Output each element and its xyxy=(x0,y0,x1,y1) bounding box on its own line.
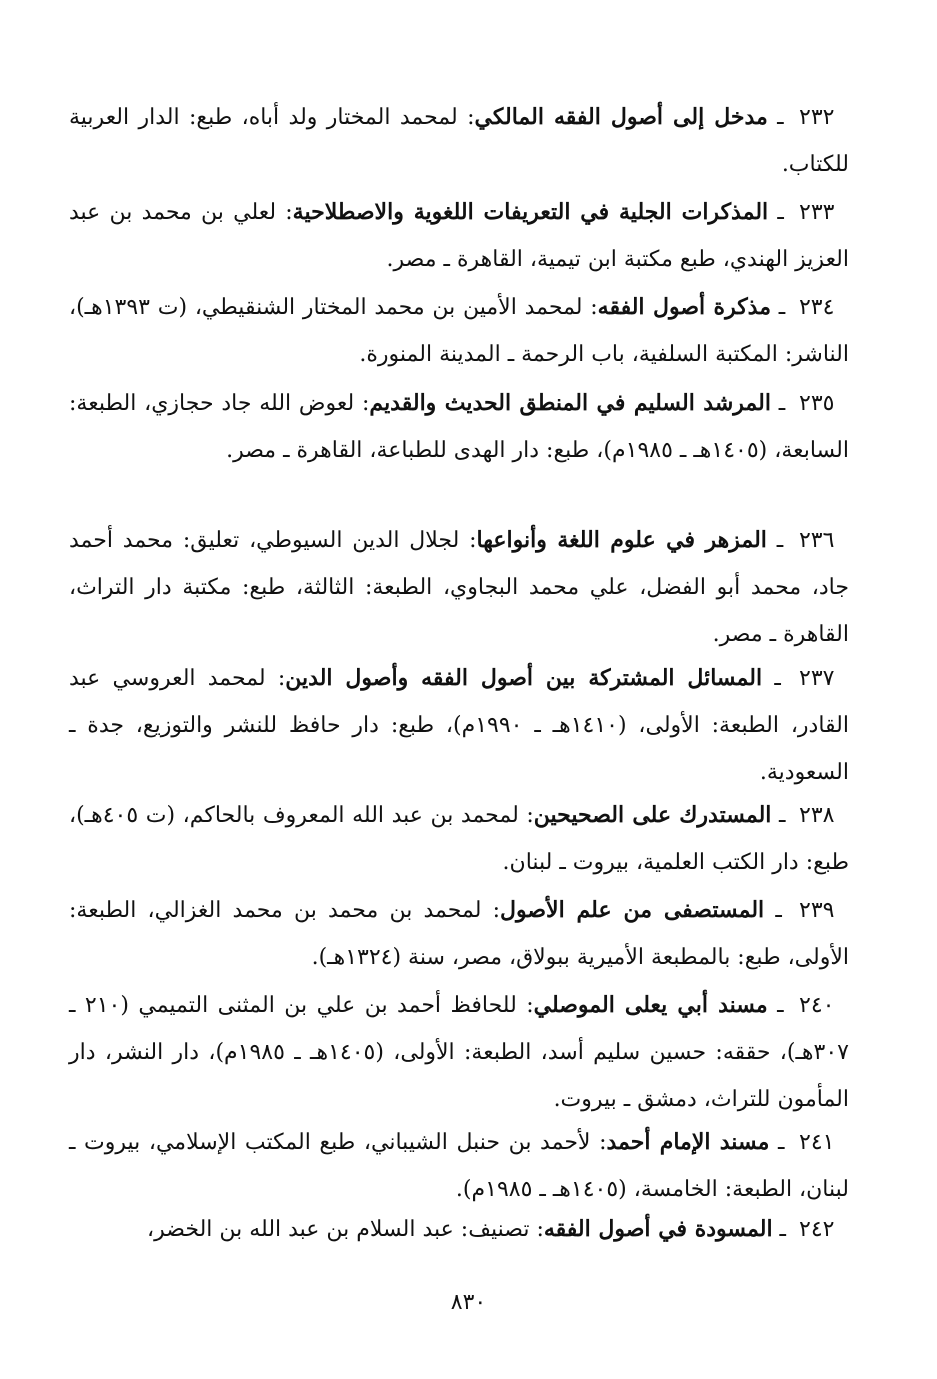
entry-title: المستدرك على الصحيحين xyxy=(533,802,772,828)
entry-text: : لمحمد بن عبد الله المعروف بالحاكم، (ت ٤٠٥هـ)، طبع: دار الكتب العلمية، بيروت ـ لبنان. xyxy=(69,803,849,875)
entry-text: : للحافظ أحمد بن علي بن المثنى التميمي (٢١٠ ـ ٣٠٧هـ)، حققه: حسين سليم أسد، الطبعة: الأولى، (١٤٠٥هـ ـ ١٩٨٥م)، دار النشر، دار المأمون للتراث، دمشق ـ بيروت. xyxy=(69,993,849,1112)
entry-separator: ـ xyxy=(772,1217,793,1242)
entry-number: ٢٣٥ xyxy=(799,391,835,416)
bibliography-entry-235 xyxy=(69,380,849,474)
entry-title: المرشد السليم في المنطق الحديث والقديم xyxy=(369,390,771,416)
entry-text: : لعوض الله جاد حجازي، الطبعة: السابعة، (١٤٠٥هـ ـ ١٩٨٥م)، طبع: دار الهدى للطباعة، القاهرة ـ مصر. xyxy=(69,391,849,463)
bibliography-entry-233 xyxy=(69,189,849,283)
entry-separator: ـ xyxy=(762,666,794,691)
bibliography-entry-232 xyxy=(69,94,849,188)
entry-title: مذكرة أصول الفقه xyxy=(597,294,772,320)
entry-text: : لمحمد العروسي عبد القادر، الطبعة: الأولى، (١٤١٠هـ ـ ١٩٩٠م)، طبع: دار حافظ للنشر والتوزيع، جدة ـ السعودية. xyxy=(69,666,849,785)
entry-separator: ـ xyxy=(767,105,793,130)
bibliography-entry-240 xyxy=(69,982,849,1123)
bibliography-entry-236 xyxy=(69,517,849,658)
entry-separator: ـ xyxy=(769,1130,793,1155)
bibliography-entry-238 xyxy=(69,792,849,886)
bibliography-entry-237 xyxy=(69,655,849,796)
entry-title: مسند الإمام أحمد xyxy=(606,1129,770,1155)
entry-text: : لعلي بن محمد بن عبد العزيز الهندي، طبع مكتبة ابن تيمية، القاهرة ـ مصر. xyxy=(69,200,849,272)
bibliography-entry-242 xyxy=(69,1206,849,1253)
entry-title: المزهر في علوم اللغة وأنواعها xyxy=(476,527,767,553)
entry-title: المسائل المشتركة بين أصول الفقه وأصول الدين xyxy=(285,665,763,691)
bibliography-entry-241 xyxy=(69,1119,849,1213)
entry-text: : لجلال الدين السيوطي، تعليق: محمد أحمد جاد، محمد أبو الفضل، علي محمد البجاوي، الطبعة: الثالثة، طبع: مكتبة دار التراث، القاهرة ـ مصر. xyxy=(69,528,849,647)
entry-number: ٢٣٧ xyxy=(799,666,835,691)
entry-separator: ـ xyxy=(768,200,793,225)
entry-title: المذكرات الجلية في التعريفات اللغوية والاصطلاحية xyxy=(292,199,769,225)
entry-separator: ـ xyxy=(771,295,793,320)
entry-title: المسودة في أصول الفقه xyxy=(543,1216,773,1242)
entry-number: ٢٣٩ xyxy=(799,898,835,923)
entry-number: ٢٣٢ xyxy=(799,105,835,130)
entry-number: ٢٤٠ xyxy=(799,993,835,1018)
entry-title: مدخل إلى أصول الفقه المالكي xyxy=(474,104,768,130)
entry-text: : لمحمد الأمين بن محمد المختار الشنقيطي، (ت ١٣٩٣هـ)، الناشر: المكتبة السلفية، باب الرحمة ـ المدينة المنورة. xyxy=(69,295,849,367)
entry-separator: ـ xyxy=(764,898,794,923)
entry-separator: ـ xyxy=(767,993,793,1018)
entry-title: المستصفى من علم الأصول xyxy=(500,897,765,923)
entry-separator: ـ xyxy=(770,391,793,416)
page-number: ٨٣٠ xyxy=(450,1290,487,1315)
entry-number: ٢٣٨ xyxy=(799,803,835,828)
entry-title: مسند أبي يعلى الموصلي xyxy=(533,992,768,1018)
entry-text: : تصنيف: عبد السلام بن عبد الله بن الخضر، xyxy=(147,1217,544,1242)
entry-number: ٢٣٤ xyxy=(798,295,835,320)
entry-text: : لأحمد بن حنبل الشيباني، طبع المكتب الإسلامي، بيروت ـ لبنان، الطبعة: الخامسة، (١٤٠٥هـ ـ ١٩٨٥م). xyxy=(69,1130,849,1202)
bibliography-entry-234 xyxy=(69,284,849,378)
bibliography-entry-239 xyxy=(69,887,849,981)
entry-separator: ـ xyxy=(766,528,793,553)
entry-number: ٢٣٣ xyxy=(799,200,835,225)
entry-text: : لمحمد المختار ولد أباه، طبع: الدار العربية للكتاب. xyxy=(69,105,849,177)
entry-number: ٢٤٢ xyxy=(799,1217,835,1242)
entry-text: : لمحمد بن محمد بن محمد الغزالي، الطبعة: الأولى، طبع: بالمطبعة الأميرية ببولاق، مصر، سنة (١٣٢٤هـ). xyxy=(69,898,849,970)
entry-number: ٢٣٦ xyxy=(798,528,835,553)
entry-separator: ـ xyxy=(771,803,793,828)
entry-number: ٢٤١ xyxy=(799,1130,835,1155)
